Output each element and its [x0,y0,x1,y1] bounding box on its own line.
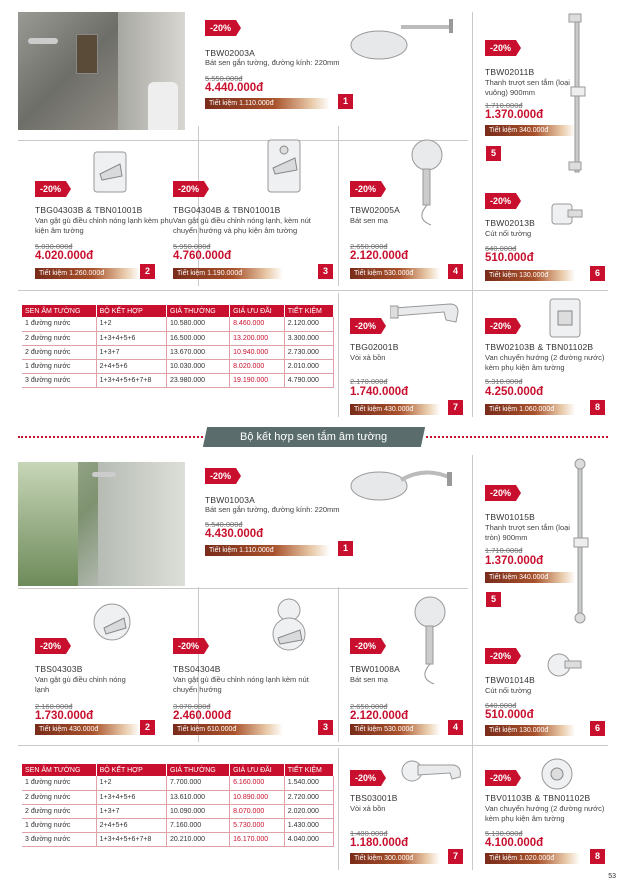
table-cell: 1.540.000 [284,776,333,790]
grid-line [18,745,608,746]
savings-bar: Tiết kiệm 430.000đ [35,724,140,735]
sale-price: 1.370.000đ [485,555,544,567]
grid-line [338,293,339,417]
page-number: 53 [608,873,616,880]
sale-price: 2.460.000đ [173,710,232,722]
wall-elbow-image [545,650,585,680]
old-price: 1.710.000đ [485,546,523,555]
item-number: 3 [318,720,333,735]
table-cell: 10.090.000 [167,804,230,818]
product-desc: Van gật gù điều chỉnh nóng lạnh, kèm nút chuyển hướng và phụ kiện âm tường [173,216,311,235]
sale-price: 4.430.000đ [205,528,264,540]
discount-badge: -20% [350,638,381,654]
table-cell: 1+2 [96,776,166,790]
item-number: 7 [448,400,463,415]
discount-badge: -20% [485,648,516,664]
discount-badge: -20% [485,193,516,209]
old-price: 3.070.000đ [173,702,211,711]
discount-badge: -20% [350,318,381,334]
table-cell: 1 đường nước [22,818,96,832]
table-cell: 2 đường nước [22,790,96,804]
old-price: 5.130.000đ [485,829,523,838]
table-cell: 10.580.000 [167,317,230,331]
diverter-valve-image [540,757,574,791]
grid-line [18,290,608,291]
item-number: 1 [338,94,353,109]
product-code: TBW01015B [485,512,535,522]
table-cell: 10.940.000 [230,345,285,359]
table-row [22,373,334,387]
table-cell: 1+3+7 [96,804,166,818]
table-row [22,331,334,345]
grid-line [338,748,339,870]
product-code: TBS04304B [173,664,221,674]
table-cell: 6.160.000 [230,776,285,790]
product-desc: Van gật gù điều chỉnh nóng lạnh kèm phụ kiện âm tường [35,216,173,235]
table-header: SEN ÂM TƯỜNG [22,305,96,317]
old-price: 5.550.000đ [205,74,243,83]
table-cell: 3 đường nước [22,373,96,387]
valve-image [92,150,128,196]
slide-bar-image [565,458,595,626]
bathroom-photo [18,12,185,130]
table-cell: 4.790.000 [284,373,333,387]
discount-badge: -20% [205,468,236,484]
section-divider [426,436,608,438]
grid-line [18,588,468,589]
product-code: TBW02013B [485,218,535,228]
savings-bar: Tiết kiệm 1.110.000đ [205,98,330,109]
table-cell: 10.030.000 [167,359,230,373]
product-code: TBG04303B & TBN01001B [35,205,143,215]
savings-bar: Tiết kiệm 1.190.000đ [173,268,283,279]
product-desc: Bát sen mạ [350,675,388,684]
hand-shower-image [405,137,445,227]
savings-bar: Tiết kiệm 1.110.000đ [205,545,330,556]
savings-bar: Tiết kiệm 300.000đ [350,853,440,864]
sale-price: 4.250.000đ [485,386,544,398]
grid-line [338,126,339,286]
table-row [22,345,334,359]
section-divider [18,436,203,438]
table-header: BỘ KẾT HỢP [96,305,166,317]
table-cell: 20.210.000 [167,832,230,846]
product-code: TBW02005A [350,205,400,215]
table-cell: 1.430.000 [284,818,333,832]
table-cell: 4.040.000 [284,832,333,846]
grid-line [472,12,473,417]
savings-bar: Tiết kiệm 340.000đ [485,125,575,136]
table-cell: 1 đường nước [22,359,96,373]
product-code: TBW02103B & TBN01102B [485,342,594,352]
table-cell: 16.170.000 [230,832,285,846]
product-desc: Vòi xả bồn [350,353,386,362]
wall-panel [98,462,185,586]
savings-bar: Tiết kiệm 610.000đ [173,724,283,735]
table-header: GIÁ ƯU ĐÃI [230,764,285,776]
savings-bar: Tiết kiệm 340.000đ [485,572,575,583]
old-price: 640.000đ [485,244,517,253]
grid-line [338,587,339,742]
sale-price: 4.440.000đ [205,82,264,94]
table-cell: 13.670.000 [167,345,230,359]
product-code: TBV01103B & TBN01102B [485,793,591,803]
table-cell: 7.160.000 [167,818,230,832]
tub-spout-image [400,755,464,789]
table-row [22,317,334,331]
old-price: 5.540.000đ [205,520,243,529]
table-cell: 2+4+5+6 [96,818,166,832]
item-number: 2 [140,720,155,735]
valve-image [268,596,310,652]
old-price: 640.000đ [485,701,517,710]
sale-price: 4.760.000đ [173,250,232,262]
sale-price: 1.730.000đ [35,710,94,722]
old-price: 2.650.000đ [350,242,388,251]
table-cell: 3.300.000 [284,331,333,345]
table-cell: 13.200.000 [230,331,285,345]
table-cell: 2 đường nước [22,345,96,359]
product-code: TBG02001B [350,342,399,352]
savings-bar: Tiết kiệm 430.000đ [350,404,440,415]
table-cell: 2.720.000 [284,790,333,804]
table-cell: 8.020.000 [230,359,285,373]
table-row [22,776,334,790]
product-desc: Cút nối tường [485,686,532,695]
table-cell: 1+3+4+5+6 [96,790,166,804]
table-cell: 2 đường nước [22,331,96,345]
item-number: 1 [338,541,353,556]
table-cell: 1 đường nước [22,317,96,331]
old-price: 1.480.000đ [350,829,388,838]
table-header: BỘ KẾT HỢP [96,764,166,776]
item-number: 5 [486,146,501,161]
sale-price: 1.370.000đ [485,109,544,121]
product-code: TBW02003A [205,48,255,58]
savings-bar: Tiết kiệm 530.000đ [350,724,440,735]
table-cell: 5.730.000 [230,818,285,832]
discount-badge: -20% [350,181,381,197]
table-header: GIÁ THƯỜNG [167,305,230,317]
table-row [22,832,334,846]
table-cell: 23.980.000 [167,373,230,387]
table-row [22,804,334,818]
savings-bar: Tiết kiệm 530.000đ [350,268,440,279]
window-view [18,462,78,586]
product-desc: Thanh trượt sen tắm (loại vuông) 900mm [485,78,570,97]
table-header: GIÁ THƯỜNG [167,764,230,776]
item-number: 6 [590,266,605,281]
tub-spout-image [390,300,462,332]
sale-price: 2.120.000đ [350,710,409,722]
table-row [22,359,334,373]
discount-badge: -20% [205,20,236,36]
table-cell: 2.020.000 [284,804,333,818]
discount-badge: -20% [173,638,204,654]
table-cell: 8.460.000 [230,317,285,331]
niche [76,34,98,74]
table-cell: 10.890.000 [230,790,285,804]
item-number: 6 [590,721,605,736]
table-cell: 2.010.000 [284,359,333,373]
product-desc: Van gật gù điều chỉnh nóng lạnh [35,675,126,694]
old-price: 5.310.000đ [485,377,523,386]
sale-price: 2.120.000đ [350,250,409,262]
product-desc: Bát sen gắn tường, đường kính: 220mm [205,58,340,67]
old-price: 2.650.000đ [350,702,388,711]
discount-badge: -20% [173,181,204,197]
table-header: TIẾT KIỆM [284,764,333,776]
diverter-valve-image [548,297,582,341]
discount-badge: -20% [485,40,516,56]
table-row [22,818,334,832]
savings-bar: Tiết kiệm 1.020.000đ [485,853,580,864]
item-number: 2 [140,264,155,279]
table-cell: 1 đường nước [22,776,96,790]
table-cell: 16.500.000 [167,331,230,345]
product-code: TBW01014B [485,675,535,685]
bathtub-image [148,82,178,130]
product-desc: Van chuyển hướng (2 đường nước) kèm phụ kiện âm tường [485,353,605,372]
product-code: TBS03001B [350,793,398,803]
table-cell: 13.610.000 [167,790,230,804]
item-number: 8 [590,849,605,864]
discount-badge: -20% [35,181,66,197]
table-cell: 2+4+5+6 [96,359,166,373]
old-price: 5.030.000đ [35,242,73,251]
sale-price: 1.740.000đ [350,386,409,398]
table-cell: 1+3+4+5+6+7+8 [96,373,166,387]
grid-line [472,455,473,870]
table-header: SEN ÂM TƯỜNG [22,764,96,776]
product-desc: Van gật gù điều chỉnh nóng lạnh kèm nút chuyển hướng [173,675,309,694]
shower-head-image [92,472,116,477]
product-desc: Vòi xả bồn [350,804,386,813]
item-number: 5 [486,592,501,607]
wall-elbow-image [550,200,584,228]
sale-price: 510.000đ [485,709,534,721]
product-desc: Bát sen mạ [350,216,388,225]
product-desc: Cút nối tường [485,229,532,238]
section-title [203,427,425,447]
item-number: 4 [448,720,463,735]
grid-line [18,140,468,141]
bathroom-photo [18,462,185,586]
shower-head-image [28,38,58,44]
sale-price: 1.180.000đ [350,837,409,849]
shower-head-image [345,458,455,508]
section-title-text: Bộ kết hợp sen tắm âm tường [240,431,388,443]
valve-image [92,600,132,646]
old-price: 5.950.000đ [173,242,211,251]
table-cell: 19.190.000 [230,373,285,387]
product-code: TBG04304B & TBN01001B [173,205,281,215]
table-cell: 8.070.000 [230,804,285,818]
item-number: 4 [448,264,463,279]
table-header: GIÁ ƯU ĐÃI [230,305,285,317]
combo-table [22,764,334,847]
savings-bar: Tiết kiệm 1.060.000đ [485,404,575,415]
sale-price: 510.000đ [485,252,534,264]
table-row [22,790,334,804]
product-code: TBW02011B [485,67,535,77]
table-cell: 1+2 [96,317,166,331]
product-code: TBS04303B [35,664,83,674]
sale-price: 4.100.000đ [485,837,544,849]
table-cell: 2.730.000 [284,345,333,359]
hand-shower-image [408,594,448,686]
product-code: TBW01003A [205,495,255,505]
table-cell: 3 đường nước [22,832,96,846]
product-desc: Thanh trượt sen tắm (loại tròn) 900mm [485,523,570,542]
table-cell: 1+3+4+5+6 [96,331,166,345]
combo-table [22,305,334,388]
product-desc: Bát sen gắn tường, đường kính: 220mm [205,505,340,514]
table-cell: 1+3+7 [96,345,166,359]
old-price: 2.160.000đ [35,702,73,711]
discount-badge: -20% [485,770,516,786]
product-desc: Van chuyển hướng (2 đường nước) kèm phụ kiện âm tường [485,804,605,823]
product-code: TBW01008A [350,664,400,674]
savings-bar: Tiết kiệm 130.000đ [485,270,575,281]
discount-badge: -20% [485,485,516,501]
old-price: 1.710.000đ [485,101,523,110]
discount-badge: -20% [350,770,381,786]
savings-bar: Tiết kiệm 130.000đ [485,725,575,736]
valve-image [265,138,305,196]
table-cell: 1+3+4+5+6+7+8 [96,832,166,846]
table-cell: 2 đường nước [22,804,96,818]
sale-price: 4.020.000đ [35,250,94,262]
item-number: 7 [448,849,463,864]
table-header: TIẾT KIỆM [284,305,333,317]
discount-badge: -20% [485,318,516,334]
table-cell: 7.700.000 [167,776,230,790]
old-price: 2.170.000đ [350,377,388,386]
item-number: 8 [590,400,605,415]
discount-badge: -20% [35,638,66,654]
savings-bar: Tiết kiệm 1.260.000đ [35,268,140,279]
table-cell: 2.120.000 [284,317,333,331]
item-number: 3 [318,264,333,279]
